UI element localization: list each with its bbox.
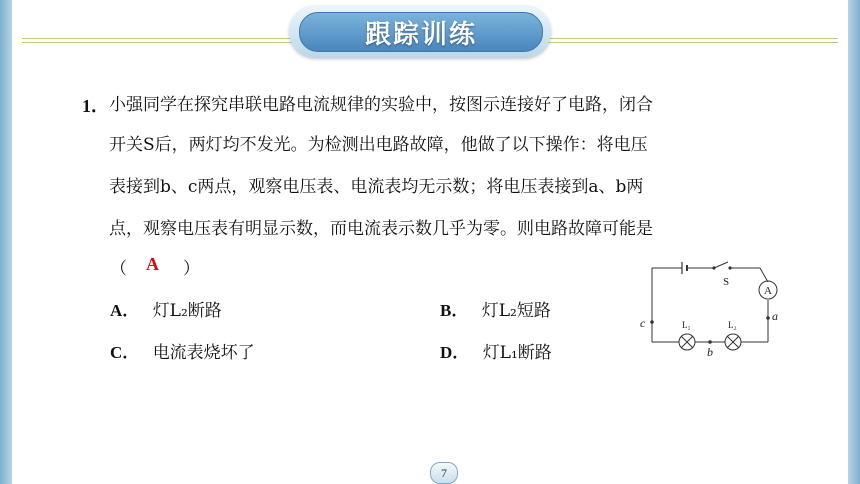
switch-label: S [723, 276, 730, 288]
section-banner [289, 5, 551, 57]
point-c-dot [650, 320, 654, 324]
ammeter-label: A [764, 285, 772, 297]
option-b-letter: B． [440, 301, 469, 320]
switch-contact [728, 266, 731, 269]
switch-blade [714, 262, 728, 268]
answer-bracket-close: ） [183, 259, 200, 279]
option-c[interactable] [110, 338, 255, 363]
option-a-letter: A． [110, 301, 140, 320]
question-line-4: 点，观察电压表有明显示数，而电流表示数几乎为零。则电路故障可能是 [109, 219, 653, 239]
option-d[interactable] [440, 338, 552, 363]
option-b-text: 灯L₂短路 [481, 301, 551, 321]
answer-text: A [146, 254, 159, 274]
option-b[interactable] [440, 296, 551, 321]
question-number: 1． [82, 96, 109, 116]
right-border-decoration [848, 0, 860, 484]
point-b-dot [708, 340, 712, 344]
option-c-letter: C． [110, 343, 140, 362]
option-c-text: 电流表烧坏了 [152, 343, 255, 363]
point-a-label: a [772, 309, 778, 323]
circuit-diagram [630, 260, 790, 360]
left-border-decoration [0, 0, 12, 484]
lamp-l1-label: L₁ [682, 320, 691, 330]
question-line-1: 小强同学在探究串联电路电流规律的实验中，按图示连接好了电路，闭合 [109, 95, 653, 115]
option-a[interactable] [110, 296, 222, 321]
answer-bracket-open: （ [110, 259, 127, 279]
option-d-letter: D． [440, 343, 470, 362]
point-b-label: b [707, 345, 713, 359]
point-c-label: c [640, 316, 646, 330]
point-a-dot [766, 316, 770, 320]
page-number: 7 [430, 462, 458, 484]
section-title: 跟踪训练 [364, 19, 477, 50]
section-banner-inner [299, 12, 543, 52]
question-line-3: 表接到b、c两点，观察电压表、电流表均无示数；将电压表接到a、b两 [109, 177, 644, 197]
wire-to-ammeter [760, 268, 768, 282]
question-line-2: 开关S后，两灯均不发光。为检测出电路故障，他做了以下操作：将电压 [109, 135, 648, 155]
lamp-l2-label: L₂ [728, 320, 737, 330]
option-a-text: 灯L₂断路 [152, 301, 222, 321]
switch-pivot [712, 266, 715, 269]
option-d-text: 灯L₁断路 [482, 343, 552, 363]
